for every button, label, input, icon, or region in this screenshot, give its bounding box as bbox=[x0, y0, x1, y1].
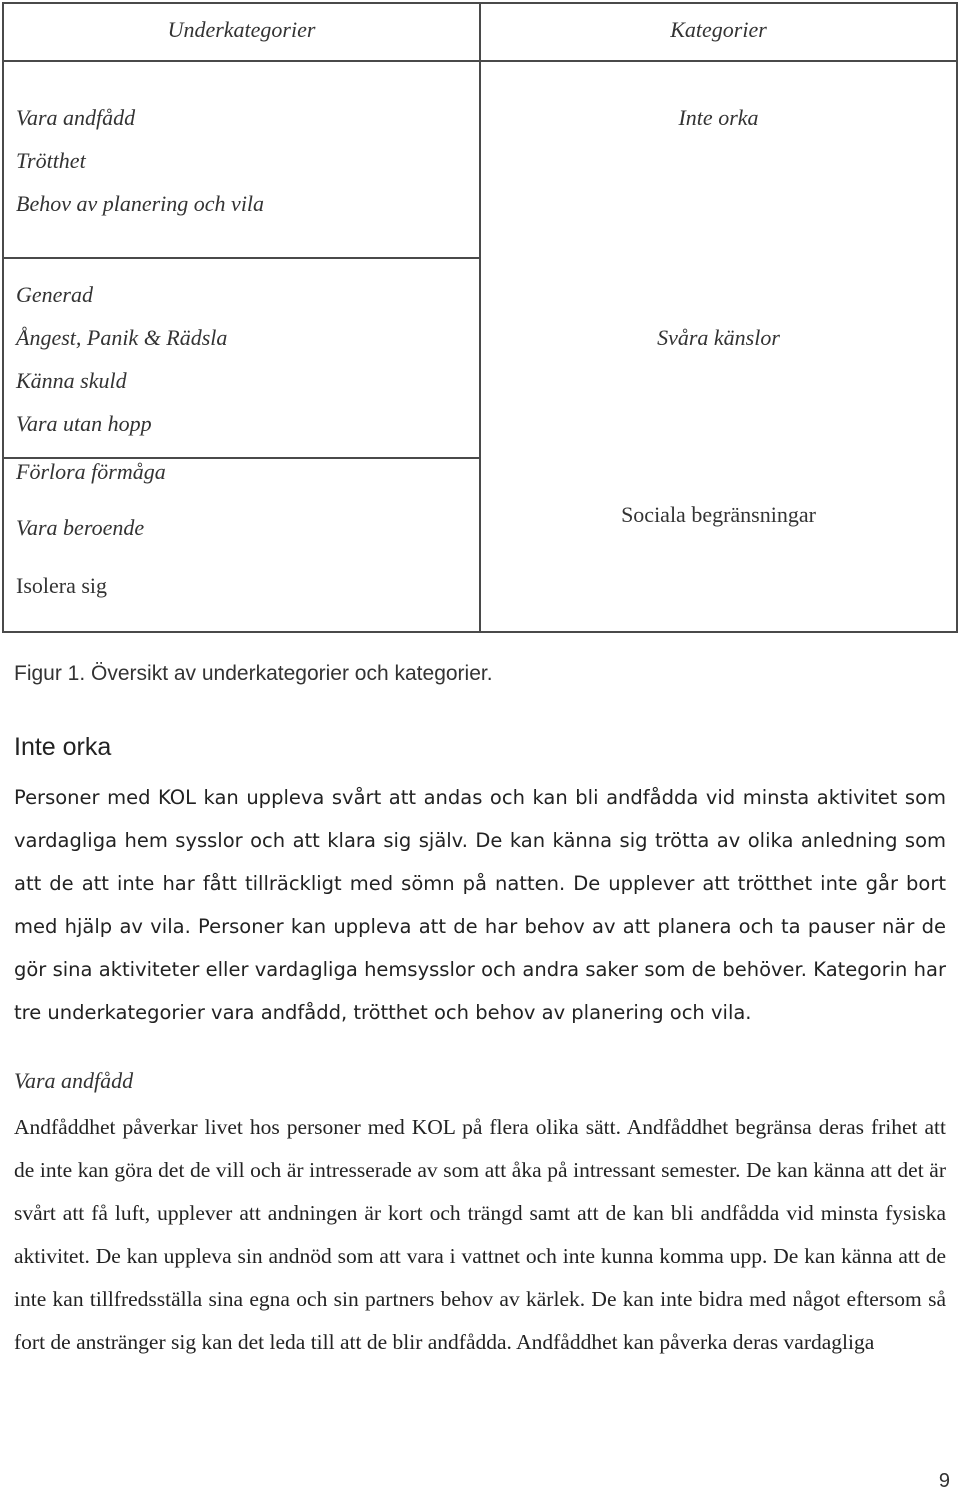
subcategory-item: Förlora förmåga bbox=[16, 459, 166, 484]
subcategory-item: Behov av planering och vila bbox=[16, 191, 265, 216]
subsection-heading: Vara andfådd bbox=[14, 1068, 134, 1093]
subcategory-item: Vara utan hopp bbox=[16, 411, 152, 436]
category-item: Svåra känslor bbox=[657, 325, 780, 350]
subcategory-item: Ångest, Panik & Rädsla bbox=[16, 325, 228, 350]
header-categories: Kategorier bbox=[670, 17, 767, 42]
subcategory-item: Vara andfådd bbox=[16, 105, 136, 130]
subcategory-item: Vara beroende bbox=[16, 515, 145, 540]
subcategory-item: Isolera sig bbox=[16, 573, 108, 598]
category-item: Inte orka bbox=[678, 105, 759, 130]
category-item: Sociala begränsningar bbox=[621, 502, 816, 527]
subcategories-column bbox=[2, 60, 481, 633]
section-heading: Inte orka bbox=[14, 733, 112, 761]
section-paragraph: Personer med KOL kan uppleva svårt att andas och kan bli andfådda vid minsta aktivitet som vardagliga hem sysslor och att klara sig själv. De kan känna sig trötta av olika anledning som att de att inte har fått tillräckligt med sömn på natten. De upplever att trötthet inte går bort med hjälp av vila. Personer kan uppleva att de har behov av att planera och ta pauser när de gör sina aktiviteter eller vardagliga hemsysslor och andra saker som de behöver. Kategorin har tre underkategorier vara andfådd, trötthet och behov av planering och vila. bbox=[14, 786, 946, 1024]
header-subcategories: Underkategorier bbox=[167, 17, 316, 42]
row-divider bbox=[4, 257, 483, 259]
subsection-paragraph: Andfåddhet påverkar livet hos personer med KOL på flera olika sätt. Andfåddhet begränsa deras frihet att de inte kan göra det de vill och är intresserade av som att åka på intressant semester. De kan känna att det är svårt att få luft, upplever att andningen är kort och trängd samt att de kan bli andfådda vid minsta fysiska aktivitet. De kan uppleva sin andnöd som att vara i vattnet och inte kunna komma upp. De kan känna att de inte kan tillfredsställa sina egna och sin partners behov av kärlek. De kan inte bidra med något eftersom så fort de anstränger sig kan det leda till att de blir andfådda. Andfåddhet kan påverka deras vardagliga bbox=[14, 1115, 946, 1354]
page-number: 9 bbox=[938, 1470, 950, 1492]
subcategory-item: Känna skuld bbox=[16, 368, 127, 393]
subcategory-item: Generad bbox=[16, 282, 93, 307]
categories-column bbox=[479, 60, 958, 633]
subcategory-item: Trötthet bbox=[16, 148, 86, 173]
figure-table bbox=[2, 2, 958, 631]
table-header-cell-subcategories bbox=[2, 2, 481, 62]
table-header-cell-categories bbox=[479, 2, 958, 62]
figure-caption: Figur 1. Översikt av underkategorier och kategorier. bbox=[14, 662, 493, 685]
